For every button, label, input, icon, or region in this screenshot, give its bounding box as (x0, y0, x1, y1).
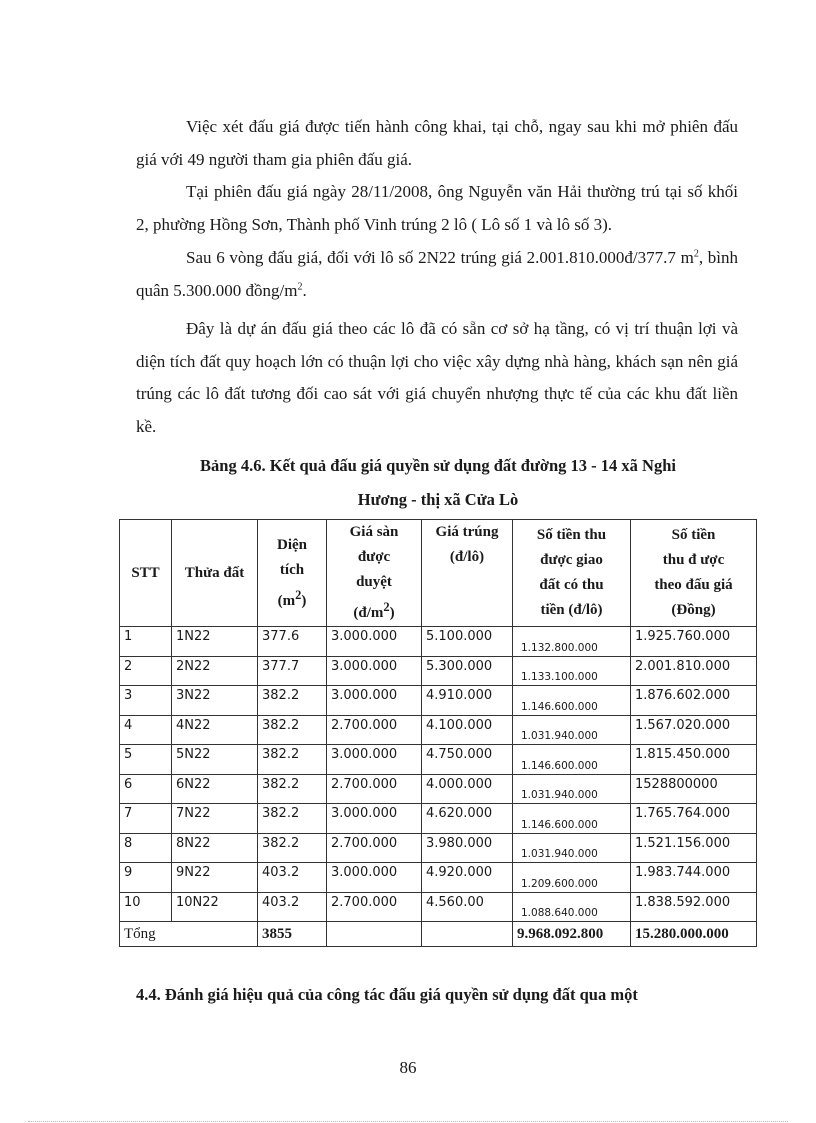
cell-so-tien-dau-gia: 1.925.760.000 (631, 627, 757, 657)
total-so-tien-dau-gia: 15.280.000.000 (631, 922, 757, 947)
cell-thua-dat: 9N22 (172, 863, 258, 893)
cell-stt: 9 (120, 863, 172, 893)
cell-thua-dat: 8N22 (172, 833, 258, 863)
cell-gia-san: 2.700.000 (327, 715, 422, 745)
cell-thua-dat: 6N22 (172, 774, 258, 804)
cell-so-tien-giao: 1.031.940.000 (513, 833, 631, 863)
cell-stt: 10 (120, 892, 172, 922)
header-gia-san: Giá sàn được duyệt $(đ/m^2)$ (327, 520, 422, 627)
cell-gia-trung: 4.560.00 (422, 892, 513, 922)
table-row (120, 863, 757, 893)
cell-gia-san: 3.000.000 (327, 863, 422, 893)
cell-gia-trung: 4.100.000 (422, 715, 513, 745)
paragraph-3 (136, 242, 738, 307)
page-number: 86 (399, 1058, 417, 1077)
total-label: Tổng (120, 922, 258, 947)
header-so-tien-dau-gia: Số tiền thu đ ược theo đấu giá (Đồng) (631, 520, 757, 627)
paragraph-2: Tại phiên đấu giá ngày 28/11/2008, ông Nguyễn văn Hải thường trú tại số khối 2, phường Hồng Sơn, Thành phố Vinh trúng 2 lô ( Lô số 1 và lô số 3). (136, 182, 738, 234)
cell-dien-tich: 403.2 (258, 892, 327, 922)
cell-so-tien-giao: 1.146.600.000 (513, 745, 631, 775)
cell-gia-san: 3.000.000 (327, 627, 422, 657)
table-caption-line-2: Hương - thị xã Cửa Lò (357, 490, 519, 509)
table-caption-line-1: Bảng 4.6. Kết quả đấu giá quyền sử dụng đất đường 13 - 14 xã Nghi (200, 456, 676, 475)
cell-stt: 8 (120, 833, 172, 863)
cell-gia-trung: 4.000.000 (422, 774, 513, 804)
cell-so-tien-giao: 1.031.940.000 (513, 774, 631, 804)
cell-so-tien-dau-gia: 1528800000 (631, 774, 757, 804)
header-so-tien-giao-dat: Số tiền thu được giao đất có thu tiền (đ/lô) (513, 520, 631, 627)
cell-dien-tich: 382.2 (258, 804, 327, 834)
cell-gia-san: 2.700.000 (327, 833, 422, 863)
cell-thua-dat: 4N22 (172, 715, 258, 745)
cell-so-tien-giao: 1.132.800.000 (513, 627, 631, 657)
cell-so-tien-dau-gia: 1.521.156.000 (631, 833, 757, 863)
cell-so-tien-dau-gia: 2.001.810.000 (631, 656, 757, 686)
cell-gia-trung: 4.750.000 (422, 745, 513, 775)
cell-stt: 3 (120, 686, 172, 716)
cell-gia-trung: 3.980.000 (422, 833, 513, 863)
superscript-2: 2 (297, 280, 303, 292)
cell-so-tien-dau-gia: 1.567.020.000 (631, 715, 757, 745)
cell-thua-dat: 7N22 (172, 804, 258, 834)
cell-thua-dat: 10N22 (172, 892, 258, 922)
total-dien-tich: 3855 (258, 922, 327, 947)
cell-dien-tich: 382.2 (258, 833, 327, 863)
cell-gia-san: 3.000.000 (327, 686, 422, 716)
cell-so-tien-giao: 1.146.600.000 (513, 804, 631, 834)
cell-gia-san: 3.000.000 (327, 804, 422, 834)
table-row (120, 715, 757, 745)
paragraph-4: Đây là dự án đấu giá theo các lô đã có sẵn cơ sở hạ tầng, có vị trí thuận lợi và diện tích đất quy hoạch lớn có thuận lợi cho việc xây dựng nhà hàng, khách sạn nên giá trúng các lô đất tương đối cao sát với giá chuyển nhượng thực tế của các khu đất liền kề. (136, 319, 738, 436)
cell-dien-tich: 382.2 (258, 774, 327, 804)
cell-so-tien-giao: 1.088.640.000 (513, 892, 631, 922)
cell-gia-trung: 5.300.000 (422, 656, 513, 686)
cell-gia-trung: 5.100.000 (422, 627, 513, 657)
cell-so-tien-giao: 1.031.940.000 (513, 715, 631, 745)
cell-gia-san: 2.700.000 (327, 774, 422, 804)
superscript-2: 2 (693, 248, 699, 260)
header-dien-tich: Diện tích $(m^2)$ (258, 520, 327, 627)
table-row (120, 892, 757, 922)
footer-divider (28, 1121, 788, 1122)
paragraph-3-text-b: , bình quân 5.300.000 đồng/m (136, 248, 738, 300)
cell-so-tien-dau-gia: 1.983.744.000 (631, 863, 757, 893)
table-row (120, 627, 757, 657)
table-row (120, 833, 757, 863)
total-so-tien-giao: 9.968.092.800 (513, 922, 631, 947)
table-row (120, 804, 757, 834)
header-thua-dat: Thửa đất (172, 520, 258, 627)
total-empty-cell (327, 922, 422, 947)
table-total-row (120, 922, 757, 947)
cell-stt: 4 (120, 715, 172, 745)
table-row (120, 656, 757, 686)
paragraph-1: Việc xét đấu giá được tiến hành công khai, tại chỗ, ngay sau khi mở phiên đấu giá với 49 người tham gia phiên đấu giá. (136, 117, 738, 169)
cell-dien-tich: 377.6 (258, 627, 327, 657)
cell-dien-tich: 382.2 (258, 686, 327, 716)
cell-dien-tich: 403.2 (258, 863, 327, 893)
cell-thua-dat: 3N22 (172, 686, 258, 716)
paragraph-3-text-a: Sau 6 vòng đấu giá, đối với lô số 2N22 trúng giá 2.001.810.000đ/377.7 m (186, 248, 694, 267)
header-gia-trung: Giá trúng (đ/lô) (422, 520, 513, 627)
cell-dien-tich: 377.7 (258, 656, 327, 686)
paragraph-3-text-c: . (302, 280, 307, 300)
cell-so-tien-dau-gia: 1.815.450.000 (631, 745, 757, 775)
cell-gia-trung: 4.910.000 (422, 686, 513, 716)
header-stt: STT (120, 520, 172, 627)
cell-so-tien-dau-gia: 1.876.602.000 (631, 686, 757, 716)
cell-so-tien-giao: 1.133.100.000 (513, 656, 631, 686)
cell-so-tien-giao: 1.146.600.000 (513, 686, 631, 716)
cell-gia-trung: 4.920.000 (422, 863, 513, 893)
cell-thua-dat: 5N22 (172, 745, 258, 775)
cell-dien-tich: 382.2 (258, 745, 327, 775)
table-row (120, 745, 757, 775)
table-row (120, 774, 757, 804)
cell-so-tien-dau-gia: 1.838.592.000 (631, 892, 757, 922)
cell-gia-san: 2.700.000 (327, 892, 422, 922)
table-header-row (120, 520, 757, 627)
cell-thua-dat: 1N22 (172, 627, 258, 657)
table-row (120, 686, 757, 716)
cell-stt: 1 (120, 627, 172, 657)
auction-results-table (119, 519, 757, 947)
cell-stt: 7 (120, 804, 172, 834)
cell-dien-tich: 382.2 (258, 715, 327, 745)
cell-stt: 5 (120, 745, 172, 775)
cell-gia-san: 3.000.000 (327, 656, 422, 686)
cell-gia-trung: 4.620.000 (422, 804, 513, 834)
cell-so-tien-giao: 1.209.600.000 (513, 863, 631, 893)
cell-so-tien-dau-gia: 1.765.764.000 (631, 804, 757, 834)
cell-gia-san: 3.000.000 (327, 745, 422, 775)
section-heading: 4.4. Đánh giá hiệu quả của công tác đấu giá quyền sử dụng đất qua một (136, 985, 638, 1004)
cell-thua-dat: 2N22 (172, 656, 258, 686)
cell-stt: 6 (120, 774, 172, 804)
cell-stt: 2 (120, 656, 172, 686)
total-empty-cell (422, 922, 513, 947)
